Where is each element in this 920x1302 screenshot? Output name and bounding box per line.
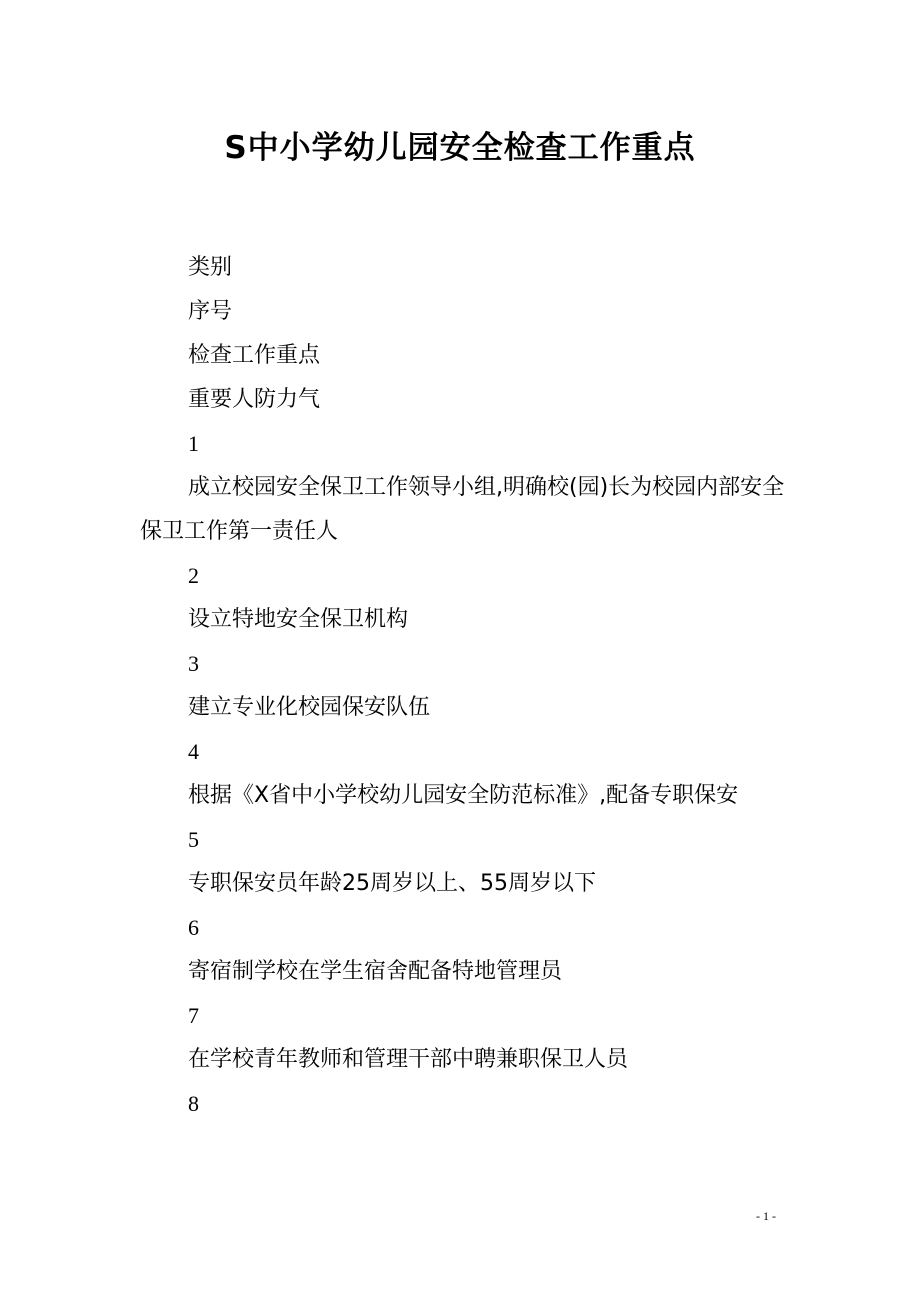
item-number-6: 6 [188, 915, 199, 940]
item-number-2: 2 [188, 563, 199, 588]
item-text-2: 设立特地安全保卫机构 [188, 607, 409, 632]
paragraph-serial: 序号 [188, 299, 233, 324]
item-number-8: 8 [188, 1091, 199, 1116]
document-title: S中小学幼儿园安全检查工作重点 [224, 130, 696, 166]
document-body [140, 246, 790, 1126]
item-number-7: 7 [188, 1003, 199, 1028]
paragraph-category: 类别 [188, 255, 233, 280]
item-text-7: 在学校青年教师和管理干部中聘兼职保卫人员 [188, 1047, 629, 1072]
item-text-4: 根据《X省中小学校幼儿园安全防范标准》,配备专职保安 [188, 783, 739, 808]
item-number-5: 5 [188, 827, 199, 852]
paragraph-section-heading: 重要人防力气 [188, 387, 321, 412]
item-text-5: 专职保安员年龄25周岁以上、55周岁以下 [188, 871, 596, 896]
item-text-3: 建立专业化校园保安队伍 [188, 695, 431, 720]
item-number-3: 3 [188, 651, 199, 676]
item-number-1: 1 [188, 431, 199, 456]
paragraph-focus: 检查工作重点 [188, 343, 321, 368]
item-number-4: 4 [188, 739, 199, 764]
page-number: - 1 - [756, 1209, 776, 1223]
item-text-1: 成立校园安全保卫工作领导小组,明确校(园)长为校园内部安全保卫工作第一责任人 [140, 475, 785, 544]
item-text-6: 寄宿制学校在学生宿舍配备特地管理员 [188, 959, 563, 984]
